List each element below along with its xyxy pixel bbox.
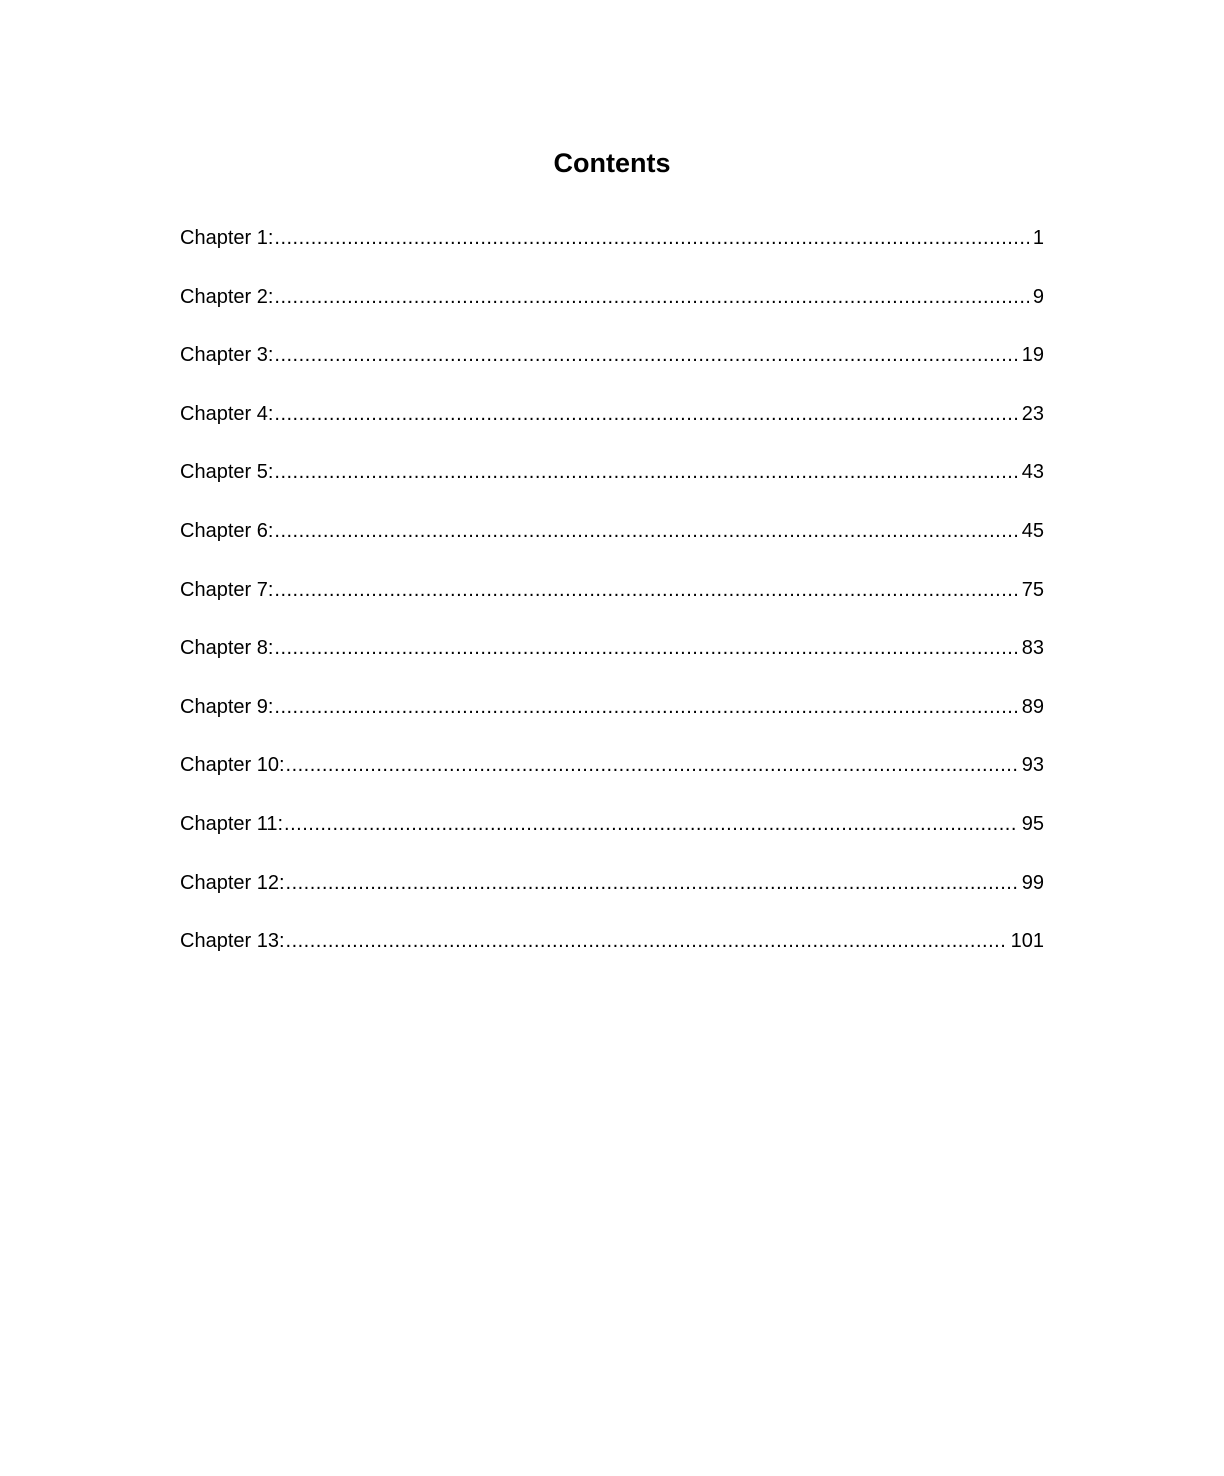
toc-entry[interactable]: [180, 279, 1044, 338]
toc-entry-label: Chapter 1:: [180, 227, 274, 249]
toc-page-number: 19: [1021, 344, 1044, 367]
toc-entry[interactable]: [180, 806, 1044, 865]
toc-dot-leader: [274, 396, 1017, 432]
toc-dot-leader: [274, 572, 1017, 608]
toc-dot-leader: [284, 806, 1018, 842]
toc-page-number: 93: [1021, 754, 1044, 777]
toc-entry-label: Chapter 8:: [180, 637, 274, 660]
toc-entry-label: Chapter 10:: [180, 754, 285, 777]
toc-entry[interactable]: [180, 747, 1044, 806]
toc-entry[interactable]: [180, 865, 1044, 924]
toc-entry-label: Chapter 9:: [180, 695, 274, 718]
toc-dot-leader: [274, 220, 1028, 256]
toc-page-number: 43: [1021, 461, 1044, 484]
toc-page-number: 99: [1021, 871, 1044, 894]
toc-entry-label: Chapter 13:: [180, 930, 285, 953]
page-title: Contents: [553, 148, 671, 178]
toc-dot-leader: [274, 279, 1028, 315]
toc-entry[interactable]: [180, 923, 1044, 982]
toc-page-number: 23: [1021, 402, 1044, 425]
toc-entry-label: Chapter 7:: [180, 578, 274, 601]
toc-dot-leader: [274, 454, 1017, 490]
toc-entry[interactable]: [180, 513, 1044, 572]
toc-dot-leader: [286, 865, 1018, 901]
toc-entry-label: Chapter 4:: [180, 402, 274, 425]
toc-entry[interactable]: [180, 337, 1044, 396]
toc-dot-leader: [286, 747, 1018, 783]
toc-page-number: 95: [1021, 812, 1044, 835]
toc-page-number: 1: [1032, 227, 1044, 249]
toc-entry-label: Chapter 3:: [180, 344, 274, 367]
toc-page-number: 45: [1021, 519, 1044, 542]
toc-dot-leader: [274, 337, 1017, 373]
toc-dot-leader: [286, 923, 1007, 959]
toc-entry-label: Chapter 12:: [180, 871, 285, 894]
toc-page-number: 101: [1010, 930, 1044, 953]
toc-entry[interactable]: [180, 454, 1044, 513]
toc-entry-label: Chapter 11:: [180, 812, 284, 835]
toc-dot-leader: [274, 689, 1017, 725]
toc-page-number: 83: [1021, 637, 1044, 660]
toc-entry-label: Chapter 5:: [180, 461, 274, 484]
toc-entry[interactable]: [180, 572, 1044, 631]
toc-entry[interactable]: [180, 220, 1044, 279]
toc-entry-label: Chapter 2:: [180, 285, 274, 308]
toc-entry-label: Chapter 6:: [180, 519, 274, 542]
table-of-contents: [180, 220, 1044, 982]
toc-dot-leader: [274, 630, 1017, 666]
toc-page-number: 75: [1021, 578, 1044, 601]
toc-entry[interactable]: [180, 630, 1044, 689]
toc-page-number: 89: [1021, 695, 1044, 718]
toc-entry[interactable]: [180, 396, 1044, 455]
toc-dot-leader: [274, 513, 1017, 549]
toc-page-number: 9: [1032, 285, 1044, 308]
toc-entry[interactable]: [180, 689, 1044, 748]
